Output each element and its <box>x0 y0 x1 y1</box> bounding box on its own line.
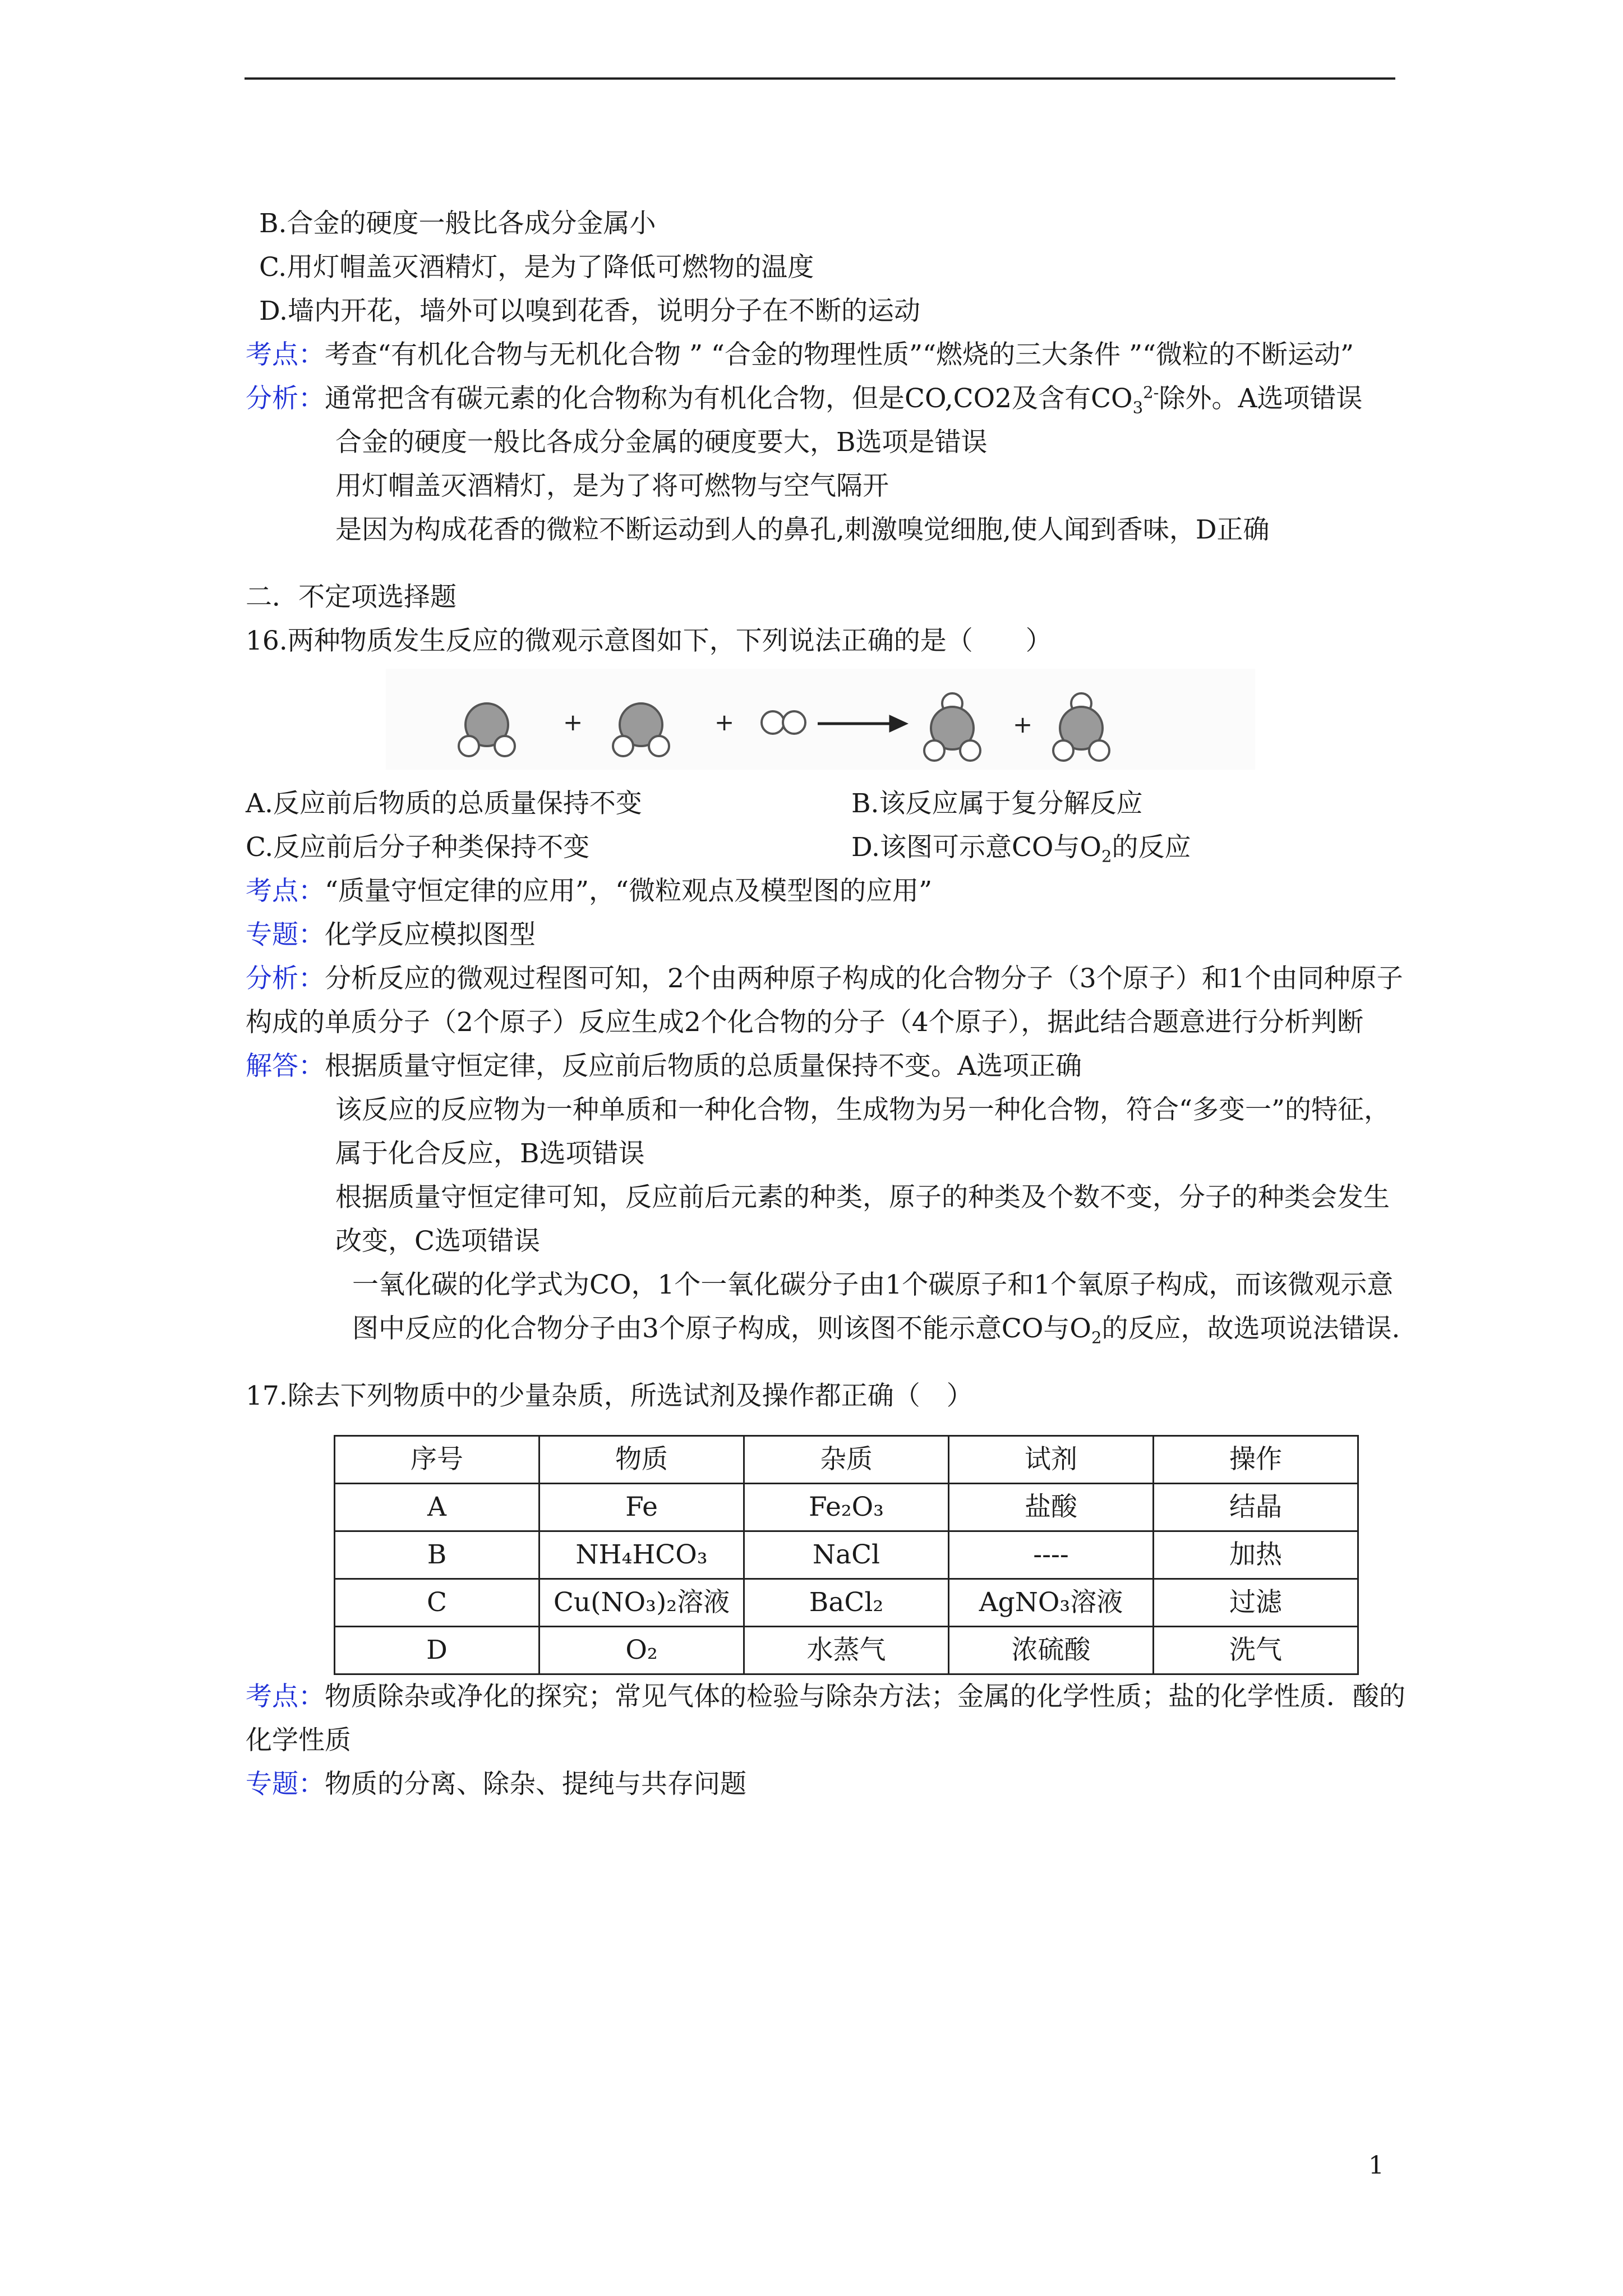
kaodian-label: 考点： <box>246 1681 325 1712</box>
q16-jieda <box>246 1045 1412 1088</box>
option-c-prev: C.用灯帽盖灭酒精灯，是为了降低可燃物的温度 <box>259 252 814 283</box>
q15-kaodian <box>246 333 1412 377</box>
table-cell: B <box>335 1531 540 1579</box>
q17-zhuanti <box>246 1763 1412 1806</box>
table-cell: 洗气 <box>1154 1627 1358 1674</box>
table-cell: Fe <box>540 1484 744 1531</box>
zhuanti-text: 化学反应模拟图型 <box>325 919 536 950</box>
table-header-row <box>335 1436 1358 1484</box>
table-cell: A <box>335 1484 540 1531</box>
table-cell: 加热 <box>1154 1531 1358 1579</box>
q17-kaodian <box>246 1675 1412 1763</box>
fenxi-superscript: 2- <box>1143 383 1159 402</box>
table-cell: ---- <box>949 1531 1154 1579</box>
reaction-diagram-svg <box>386 669 1255 770</box>
table-cell: 过滤 <box>1154 1579 1358 1627</box>
zhuanti-text: 物质的分离、除杂、提纯与共存问题 <box>325 1769 746 1800</box>
table-row <box>335 1484 1358 1531</box>
q16-option-b: B.该反应属于复分解反应 <box>851 788 1143 819</box>
q16-options-row-1 <box>246 782 1412 826</box>
q16-jieda-b: 该反应的反应物为一种单质和一种化合物，生成物为另一种化合物，符合“多变一”的特征，属于化合反应，B选项错误 <box>335 1094 1391 1169</box>
q16-option-d-sub: 2 <box>1101 846 1112 866</box>
q16-option-d-text-b: 的反应 <box>1112 832 1191 863</box>
fenxi-label: 分析： <box>246 963 325 994</box>
table-cell: Cu(NO₃)₂溶液 <box>540 1579 744 1627</box>
fenxi-text-b: 除外。A选项错误 <box>1159 383 1363 414</box>
table-row <box>335 1531 1358 1579</box>
table-cell: O₂ <box>540 1627 744 1674</box>
q16-jieda-c: 根据质量守恒定律可知，反应前后元素的种类，原子的种类及个数不变，分子的种类会发生改变，C选项错误 <box>335 1182 1390 1257</box>
svg-text:+: + <box>714 708 735 736</box>
option-b-prev: B.合金的硬度一般比各成分金属小 <box>259 208 656 239</box>
kaodian-text: 考查“有机化合物与无机化合物 ” “合金的物理性质”“燃烧的三大条件 ”“微粒的不断运动” <box>325 339 1354 370</box>
section-title: 二．不定项选择题 <box>246 582 457 613</box>
q16-jieda-d <box>246 1263 1412 1351</box>
zhuanti-label: 专题： <box>246 919 325 950</box>
table-header-cell: 操作 <box>1154 1436 1358 1484</box>
kaodian-label: 考点： <box>246 339 325 370</box>
fenxi-subscript: 3 <box>1132 398 1144 417</box>
table-cell: 结晶 <box>1154 1484 1358 1531</box>
table-cell: Fe₂O₃ <box>744 1484 949 1531</box>
q17-stem: 17.除去下列物质中的少量杂质，所选试剂及操作都正确（ ） <box>246 1381 973 1411</box>
q16-zhuanti <box>246 913 1412 957</box>
q15-line-c: 用灯帽盖灭酒精灯，是为了将可燃物与空气隔开 <box>335 471 889 501</box>
q15-line-b: 合金的硬度一般比各成分金属的硬度要大，B选项是错误 <box>335 427 988 458</box>
q16-kaodian <box>246 869 1412 913</box>
option-d-prev: D.墙内开花，墙外可以嗅到花香，说明分子在不断的运动 <box>259 296 920 326</box>
table-cell: AgNO₃溶液 <box>949 1579 1154 1627</box>
jieda-text: 根据质量守恒定律，反应前后物质的总质量保持不变。A选项正确 <box>325 1051 1082 1082</box>
table-cell: NH₄HCO₃ <box>540 1531 744 1579</box>
table-header-cell: 物质 <box>540 1436 744 1484</box>
q16-option-c: C.反应前后分子种类保持不变 <box>246 832 590 863</box>
fenxi-label: 分析： <box>246 383 325 414</box>
fenxi-text: 分析反应的微观过程图可知，2个由两种原子构成的化合物分子（3个原子）和1个由同种原子构成的单质分子（2个原子）反应生成2个化合物的分子（4个原子），据此结合题意进行分析判断 <box>246 963 1403 1038</box>
table-cell: 浓硫酸 <box>949 1627 1154 1674</box>
reaction-diagram <box>246 669 1412 770</box>
q16-option-d-text-a: D.该图可示意CO与O <box>851 832 1101 863</box>
jieda-d-text-a: 一氧化碳的化学式为CO，1个一氧化碳分子由1个碳原子和1个氧原子构成，而该微观示意图中反应的化合物分子由3个原子构成，则该图不能示意CO与O <box>352 1269 1394 1344</box>
table-header-cell: 序号 <box>335 1436 540 1484</box>
q15-line-d: 是因为构成花香的微粒不断运动到人的鼻孔,刺激嗅觉细胞,使人闻到香味，D正确 <box>335 514 1270 545</box>
jieda-label: 解答： <box>246 1051 325 1082</box>
table-header-cell: 杂质 <box>744 1436 949 1484</box>
svg-text:+: + <box>1013 711 1033 738</box>
document-page <box>246 202 1412 1806</box>
table-cell: 盐酸 <box>949 1484 1154 1531</box>
q16-options-row-2 <box>246 826 1412 869</box>
jieda-d-text-b: 的反应，故选项说法错误. <box>1101 1313 1400 1344</box>
table-row <box>335 1627 1358 1674</box>
q15-fenxi <box>246 377 1412 421</box>
table-row <box>335 1579 1358 1627</box>
q16-fenxi <box>246 957 1412 1045</box>
table-cell: C <box>335 1579 540 1627</box>
kaodian-text: “质量守恒定律的应用”，“微粒观点及模型图的应用” <box>325 876 933 907</box>
header-rule <box>245 77 1395 80</box>
q16-option-d <box>851 826 1191 869</box>
fenxi-text-a: 通常把含有碳元素的化合物称为有机化合物，但是CO,CO2及含有CO <box>325 383 1133 414</box>
kaodian-text: 物质除杂或净化的探究；常见气体的检验与除杂方法；金属的化学性质；盐的化学性质．酸的化学性质 <box>246 1681 1405 1756</box>
table-cell: BaCl₂ <box>744 1579 949 1627</box>
table-cell: 水蒸气 <box>744 1627 949 1674</box>
table-header-cell: 试剂 <box>949 1436 1154 1484</box>
table-cell: NaCl <box>744 1531 949 1579</box>
jieda-d-sub: 2 <box>1091 1328 1102 1347</box>
zhuanti-label: 专题： <box>246 1769 325 1800</box>
kaodian-label: 考点： <box>246 876 325 907</box>
page-number: 1 <box>1368 2151 1384 2180</box>
svg-text:+: + <box>563 708 583 736</box>
impurity-table <box>334 1435 1359 1675</box>
table-cell: D <box>335 1627 540 1674</box>
q16-stem: 16.两种物质发生反应的微观示意图如下，下列说法正确的是（ ） <box>246 625 1052 656</box>
q16-option-a: A.反应前后物质的总质量保持不变 <box>246 788 642 819</box>
